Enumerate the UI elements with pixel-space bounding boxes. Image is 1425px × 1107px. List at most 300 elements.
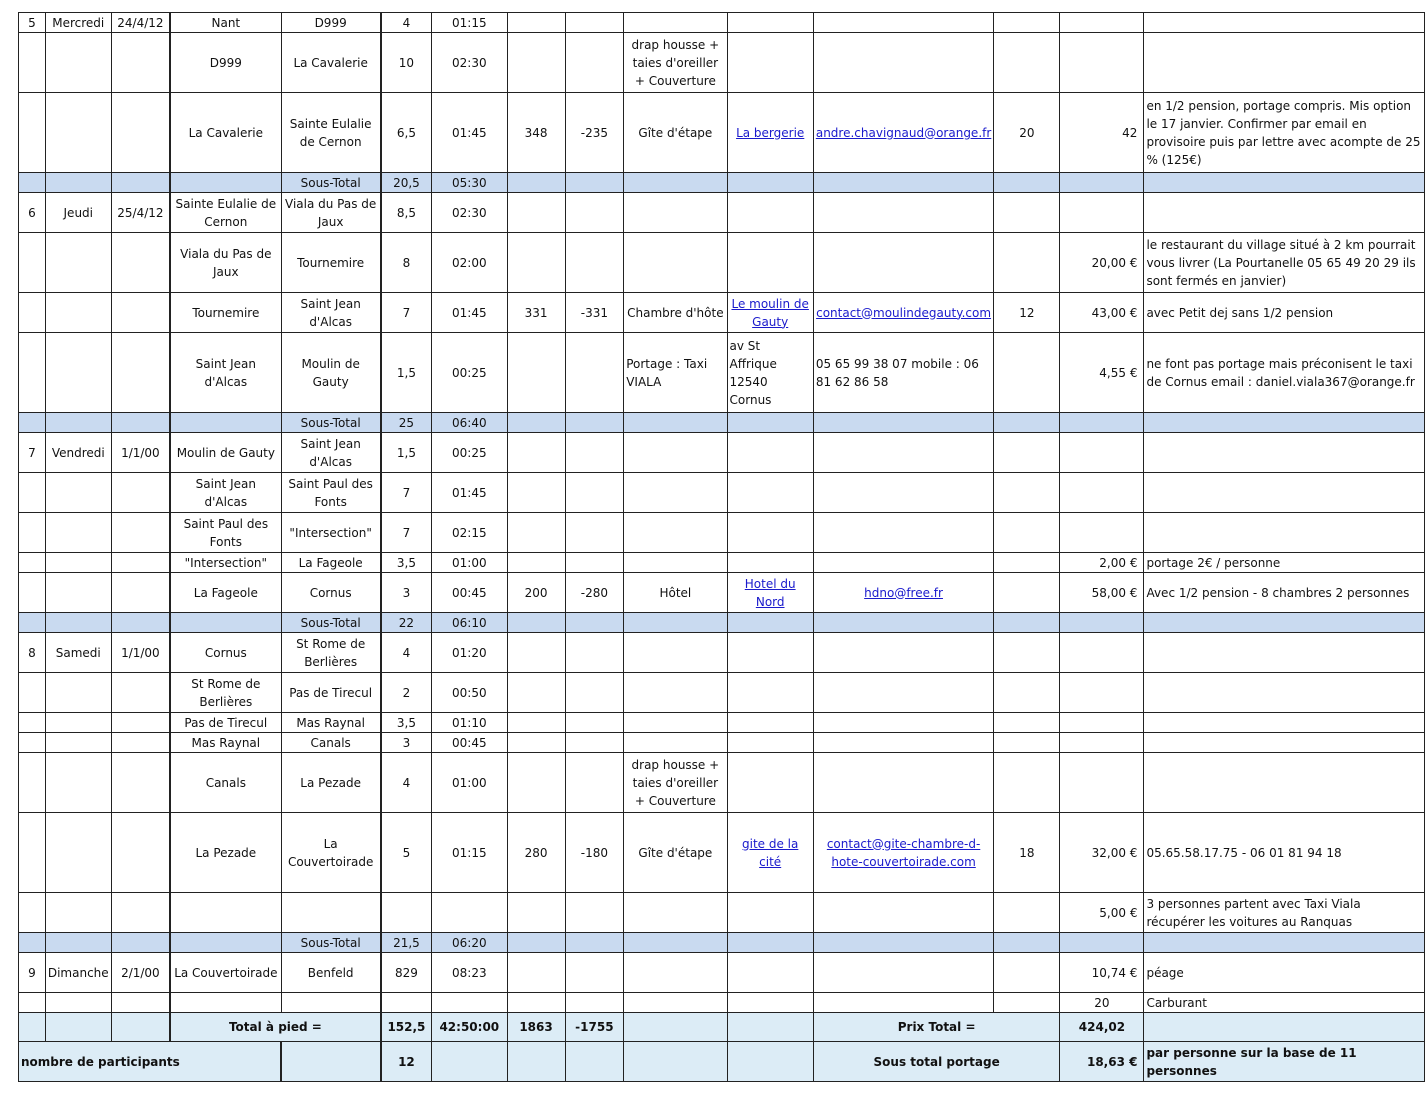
to-cell: D999 (281, 13, 381, 33)
contact-cell (813, 893, 993, 933)
from-cell: Viala du Pas de Jaux (170, 233, 281, 293)
table-row (19, 473, 1425, 513)
from-cell: Saint Jean d'Alcas (170, 473, 281, 513)
lodging-type-cell (624, 953, 727, 993)
price-cell (1060, 733, 1144, 753)
ascent-cell (507, 473, 565, 513)
lodging-type-cell (624, 993, 727, 1013)
ascent-cell (507, 613, 565, 633)
lodging-link[interactable]: Le moulin de Gauty (731, 296, 809, 329)
price-cell: 58,00 € (1060, 573, 1144, 613)
duration-cell: 01:45 (432, 473, 507, 513)
itinerary-body (19, 13, 1425, 1013)
capacity-cell (994, 413, 1060, 433)
capacity-cell (994, 233, 1060, 293)
table-row (19, 733, 1425, 753)
from-cell (170, 933, 281, 953)
from-cell: La Couvertoirade (170, 953, 281, 993)
day-number-cell (19, 733, 46, 753)
day-number-cell: 5 (19, 13, 46, 33)
descent-cell (565, 733, 624, 753)
distance-cell: 6,5 (381, 93, 432, 173)
email-link[interactable]: hdno@free.fr (864, 585, 943, 600)
date-cell (111, 893, 170, 933)
contact-cell (813, 573, 993, 613)
lodging-name-cell (727, 893, 813, 933)
day-number-cell: 6 (19, 193, 46, 233)
weekday-cell (45, 553, 111, 573)
price-cell (1060, 173, 1144, 193)
price-cell: 32,00 € (1060, 813, 1144, 893)
ascent-cell (507, 633, 565, 673)
from-cell: D999 (170, 33, 281, 93)
lodging-name-cell (727, 173, 813, 193)
descent-cell (565, 553, 624, 573)
contact-cell (813, 953, 993, 993)
notes-cell (1144, 193, 1425, 233)
ascent-cell: 331 (507, 293, 565, 333)
from-cell: Sainte Eulalie de Cernon (170, 193, 281, 233)
duration-cell: 00:25 (432, 433, 507, 473)
day-number-cell (19, 573, 46, 613)
contact-cell (813, 553, 993, 573)
to-cell: St Rome de Berlières (281, 633, 381, 673)
descent-cell (565, 173, 624, 193)
distance-cell: 20,5 (381, 173, 432, 193)
weekday-cell (45, 753, 111, 813)
weekday-cell (45, 573, 111, 613)
email-link[interactable]: andre.chavignaud@orange.fr (815, 125, 992, 140)
contact-cell (813, 753, 993, 813)
day-number-cell (19, 93, 46, 173)
ascent-cell (507, 193, 565, 233)
contact-cell (813, 433, 993, 473)
lodging-type-cell (624, 233, 727, 293)
notes-cell: 05.65.58.17.75 - 06 01 81 94 18 (1144, 813, 1425, 893)
price-cell: 20,00 € (1060, 233, 1144, 293)
ascent-cell: 280 (507, 813, 565, 893)
distance-cell: 4 (381, 753, 432, 813)
date-cell (111, 293, 170, 333)
contact-cell (813, 413, 993, 433)
table-row (19, 333, 1425, 413)
duration-cell: 02:15 (432, 513, 507, 553)
portage-subtotal: 18,63 € (1060, 1042, 1144, 1082)
ascent-cell (507, 33, 565, 93)
lodging-type-cell (624, 433, 727, 473)
date-cell: 1/1/00 (111, 633, 170, 673)
capacity-cell (994, 193, 1060, 233)
price-cell: 20 (1060, 993, 1144, 1013)
capacity-cell (994, 473, 1060, 513)
from-cell: La Pezade (170, 813, 281, 893)
date-cell (111, 813, 170, 893)
contact-cell (813, 673, 993, 713)
to-cell: Moulin de Gauty (281, 333, 381, 413)
contact-cell (813, 513, 993, 553)
duration-cell (432, 993, 507, 1013)
lodging-type-cell: drap housse + taies d'oreiller + Couverture (624, 753, 727, 813)
descent-cell (565, 673, 624, 713)
price-cell (1060, 613, 1144, 633)
duration-cell: 01:00 (432, 553, 507, 573)
date-cell: 25/4/12 (111, 193, 170, 233)
weekday-cell (45, 513, 111, 553)
distance-cell: 22 (381, 613, 432, 633)
lodging-link[interactable]: La bergerie (736, 125, 805, 140)
lodging-type-cell (624, 193, 727, 233)
portage-note: par personne sur la base de 11 personnes (1144, 1042, 1425, 1082)
weekday-cell (45, 233, 111, 293)
lodging-type-cell (624, 673, 727, 713)
day-number-cell (19, 993, 46, 1013)
from-cell (170, 173, 281, 193)
distance-cell: 25 (381, 413, 432, 433)
capacity-cell (994, 613, 1060, 633)
capacity-cell (994, 713, 1060, 733)
duration-cell: 06:20 (432, 933, 507, 953)
day-number-cell: 8 (19, 633, 46, 673)
from-cell: Pas de Tirecul (170, 713, 281, 733)
date-cell (111, 613, 170, 633)
distance-cell: 1,5 (381, 333, 432, 413)
lodging-name-cell (727, 13, 813, 33)
notes-cell: péage (1144, 953, 1425, 993)
lodging-type-cell (624, 13, 727, 33)
date-cell: 1/1/00 (111, 433, 170, 473)
notes-cell: le restaurant du village situé à 2 km pourrait vous livrer (La Pourtanelle 05 65 49 20 29 ils sont fermés en janvier) (1144, 233, 1425, 293)
lodging-name-cell (727, 613, 813, 633)
capacity-cell (994, 573, 1060, 613)
total-down: -1755 (565, 1013, 624, 1042)
date-cell (111, 993, 170, 1013)
capacity-cell: 20 (994, 93, 1060, 173)
duration-cell: 02:30 (432, 193, 507, 233)
lodging-name-cell (727, 513, 813, 553)
lodging-name-cell (727, 293, 813, 333)
to-cell: Benfeld (281, 953, 381, 993)
to-cell: Mas Raynal (281, 713, 381, 733)
descent-cell (565, 513, 624, 553)
email-link[interactable]: contact@moulindegauty.com (816, 305, 992, 320)
descent-cell: -331 (565, 293, 624, 333)
ascent-cell (507, 413, 565, 433)
capacity-cell (994, 673, 1060, 713)
to-cell: Canals (281, 733, 381, 753)
table-row (19, 193, 1425, 233)
day-number-cell (19, 553, 46, 573)
price-cell (1060, 413, 1144, 433)
lodging-name-cell (727, 193, 813, 233)
participants-row (19, 1042, 1425, 1082)
ascent-cell (507, 433, 565, 473)
table-row (19, 553, 1425, 573)
total-up: 1863 (507, 1013, 565, 1042)
lodging-link[interactable]: gite de la cité (742, 836, 799, 869)
to-cell: Pas de Tirecul (281, 673, 381, 713)
duration-cell: 00:45 (432, 733, 507, 753)
distance-cell: 3,5 (381, 553, 432, 573)
table-row (19, 993, 1425, 1013)
notes-cell: Avec 1/2 pension - 8 chambres 2 personnes (1144, 573, 1425, 613)
lodging-name-cell (727, 933, 813, 953)
distance-cell: 7 (381, 293, 432, 333)
capacity-cell (994, 13, 1060, 33)
lodging-name-cell (727, 413, 813, 433)
notes-cell (1144, 633, 1425, 673)
distance-cell: 829 (381, 953, 432, 993)
lodging-link[interactable]: Hotel du Nord (744, 576, 796, 609)
price-cell: 4,55 € (1060, 333, 1144, 413)
capacity-cell (994, 433, 1060, 473)
contact-cell (813, 733, 993, 753)
lodging-type-cell: Portage : Taxi VIALA (624, 333, 727, 413)
table-row (19, 233, 1425, 293)
lodging-type-cell (624, 933, 727, 953)
lodging-type-cell: Gîte d'étape (624, 93, 727, 173)
capacity-cell (994, 893, 1060, 933)
to-cell: La Pezade (281, 753, 381, 813)
day-number-cell (19, 613, 46, 633)
contact-cell: 05 65 99 38 07 mobile : 06 81 62 86 58 (813, 333, 993, 413)
price-cell (1060, 933, 1144, 953)
duration-cell: 01:10 (432, 713, 507, 733)
lodging-type-cell: Gîte d'étape (624, 813, 727, 893)
table-row (19, 13, 1425, 33)
notes-cell: portage 2€ / personne (1144, 553, 1425, 573)
notes-cell (1144, 433, 1425, 473)
notes-cell (1144, 613, 1425, 633)
price-cell (1060, 673, 1144, 713)
descent-cell (565, 413, 624, 433)
contact-cell (813, 233, 993, 293)
date-cell (111, 413, 170, 433)
from-cell (170, 413, 281, 433)
date-cell (111, 753, 170, 813)
from-cell: Saint Jean d'Alcas (170, 333, 281, 413)
contact-cell (813, 193, 993, 233)
descent-cell (565, 933, 624, 953)
day-number-cell (19, 33, 46, 93)
duration-cell: 02:00 (432, 233, 507, 293)
contact-cell (813, 933, 993, 953)
lodging-name-cell (727, 33, 813, 93)
weekday-cell (45, 813, 111, 893)
notes-cell: avec Petit dej sans 1/2 pension (1144, 293, 1425, 333)
day-number-cell (19, 933, 46, 953)
to-cell (281, 993, 381, 1013)
weekday-cell: Jeudi (45, 193, 111, 233)
distance-cell: 10 (381, 33, 432, 93)
lodging-type-cell (624, 473, 727, 513)
lodging-type-cell (624, 553, 727, 573)
capacity-cell: 12 (994, 293, 1060, 333)
to-cell: Saint Jean d'Alcas (281, 293, 381, 333)
descent-cell (565, 333, 624, 413)
from-cell: Saint Paul des Fonts (170, 513, 281, 553)
from-cell: La Fageole (170, 573, 281, 613)
notes-cell: en 1/2 pension, portage compris. Mis option le 17 janvier. Confirmer par email en provisoire puis par lettre avec acompte de 25 % (125€) (1144, 93, 1425, 173)
from-cell: Moulin de Gauty (170, 433, 281, 473)
price-cell: 2,00 € (1060, 553, 1144, 573)
table-row (19, 713, 1425, 733)
ascent-cell (507, 553, 565, 573)
total-label: Total à pied = (170, 1013, 381, 1042)
day-number-cell (19, 713, 46, 733)
participants-label: nombre de participants (19, 1042, 282, 1082)
from-cell: Tournemire (170, 293, 281, 333)
lodging-name-cell (727, 713, 813, 733)
table-row (19, 633, 1425, 673)
distance-cell: 4 (381, 633, 432, 673)
contact-cell (813, 633, 993, 673)
duration-cell: 01:45 (432, 93, 507, 173)
from-cell: Mas Raynal (170, 733, 281, 753)
day-number-cell (19, 333, 46, 413)
price-cell: 42 (1060, 93, 1144, 173)
capacity-cell (994, 933, 1060, 953)
contact-cell (813, 173, 993, 193)
ascent-cell (507, 933, 565, 953)
table-row (19, 673, 1425, 713)
to-cell: La Couvertoirade (281, 813, 381, 893)
date-cell (111, 333, 170, 413)
lodging-name-cell (727, 473, 813, 513)
subtotal-row (19, 173, 1425, 193)
descent-cell: -280 (565, 573, 624, 613)
lodging-name-cell (727, 753, 813, 813)
day-number-cell (19, 293, 46, 333)
duration-cell: 00:25 (432, 333, 507, 413)
distance-cell: 5 (381, 813, 432, 893)
capacity-cell (994, 333, 1060, 413)
distance-cell: 3,5 (381, 713, 432, 733)
subtotal-row (19, 413, 1425, 433)
duration-cell: 01:00 (432, 753, 507, 813)
date-cell (111, 93, 170, 173)
from-cell: Canals (170, 753, 281, 813)
distance-cell: 3 (381, 573, 432, 613)
notes-cell (1144, 753, 1425, 813)
ascent-cell (507, 953, 565, 993)
duration-cell: 00:50 (432, 673, 507, 713)
notes-cell (1144, 673, 1425, 713)
ascent-cell (507, 233, 565, 293)
date-cell (111, 33, 170, 93)
price-cell (1060, 513, 1144, 553)
price-cell: 10,74 € (1060, 953, 1144, 993)
date-cell: 24/4/12 (111, 13, 170, 33)
notes-cell (1144, 713, 1425, 733)
portage-subtotal-label: Sous total portage (813, 1042, 1060, 1082)
duration-cell: 01:15 (432, 813, 507, 893)
price-cell (1060, 713, 1144, 733)
lodging-name-cell (727, 813, 813, 893)
distance-cell (381, 893, 432, 933)
weekday-cell (45, 893, 111, 933)
duration-cell: 00:45 (432, 573, 507, 613)
weekday-cell (45, 333, 111, 413)
lodging-type-cell: Hôtel (624, 573, 727, 613)
weekday-cell (45, 93, 111, 173)
to-cell: Sous-Total (281, 413, 381, 433)
date-cell (111, 713, 170, 733)
lodging-name-cell (727, 233, 813, 293)
from-cell: "Intersection" (170, 553, 281, 573)
subtotal-row (19, 613, 1425, 633)
distance-cell: 8 (381, 233, 432, 293)
descent-cell (565, 433, 624, 473)
to-cell: Saint Jean d'Alcas (281, 433, 381, 473)
contact-cell (813, 93, 993, 173)
lodging-name-cell (727, 573, 813, 613)
from-cell: Cornus (170, 633, 281, 673)
capacity-cell (994, 993, 1060, 1013)
duration-cell: 05:30 (432, 173, 507, 193)
ascent-cell (507, 753, 565, 813)
contact-cell (813, 293, 993, 333)
day-number-cell (19, 473, 46, 513)
lodging-type-cell: drap housse + taies d'oreiller + Couverture (624, 33, 727, 93)
notes-cell: Carburant (1144, 993, 1425, 1013)
day-number-cell: 9 (19, 953, 46, 993)
date-cell (111, 513, 170, 553)
weekday-cell (45, 733, 111, 753)
to-cell: Sous-Total (281, 173, 381, 193)
day-number-cell (19, 233, 46, 293)
from-cell: St Rome de Berlières (170, 673, 281, 713)
participants-count: 12 (381, 1042, 432, 1082)
price-cell (1060, 433, 1144, 473)
descent-cell (565, 13, 624, 33)
lodging-name-cell (727, 953, 813, 993)
duration-cell: 01:15 (432, 13, 507, 33)
descent-cell: -235 (565, 93, 624, 173)
notes-cell: 3 personnes partent avec Taxi Viala récupérer les voitures au Ranquas (1144, 893, 1425, 933)
capacity-cell (994, 753, 1060, 813)
capacity-cell (994, 953, 1060, 993)
lodging-name-cell: av St Affrique 12540 Cornus (727, 333, 813, 413)
contact-cell (813, 613, 993, 633)
day-number-cell (19, 173, 46, 193)
ascent-cell: 348 (507, 93, 565, 173)
price-cell (1060, 753, 1144, 813)
weekday-cell (45, 673, 111, 713)
descent-cell (565, 993, 624, 1013)
lodging-type-cell (624, 893, 727, 933)
price-cell: 5,00 € (1060, 893, 1144, 933)
total-distance: 152,5 (381, 1013, 432, 1042)
lodging-type-cell (624, 633, 727, 673)
lodging-type-cell (624, 173, 727, 193)
lodging-name-cell (727, 673, 813, 713)
date-cell (111, 733, 170, 753)
price-cell (1060, 633, 1144, 673)
day-number-cell (19, 893, 46, 933)
weekday-cell (45, 933, 111, 953)
table-row (19, 813, 1425, 893)
contact-cell (813, 33, 993, 93)
distance-cell: 4 (381, 13, 432, 33)
to-cell: Sous-Total (281, 613, 381, 633)
capacity-cell (994, 633, 1060, 673)
email-link[interactable]: contact@gite-chambre-d-hote-couvertoirade.com (826, 836, 981, 869)
table-row (19, 433, 1425, 473)
notes-cell (1144, 173, 1425, 193)
price-total-label: Prix Total = (813, 1013, 1060, 1042)
weekday-cell (45, 613, 111, 633)
table-row (19, 93, 1425, 173)
